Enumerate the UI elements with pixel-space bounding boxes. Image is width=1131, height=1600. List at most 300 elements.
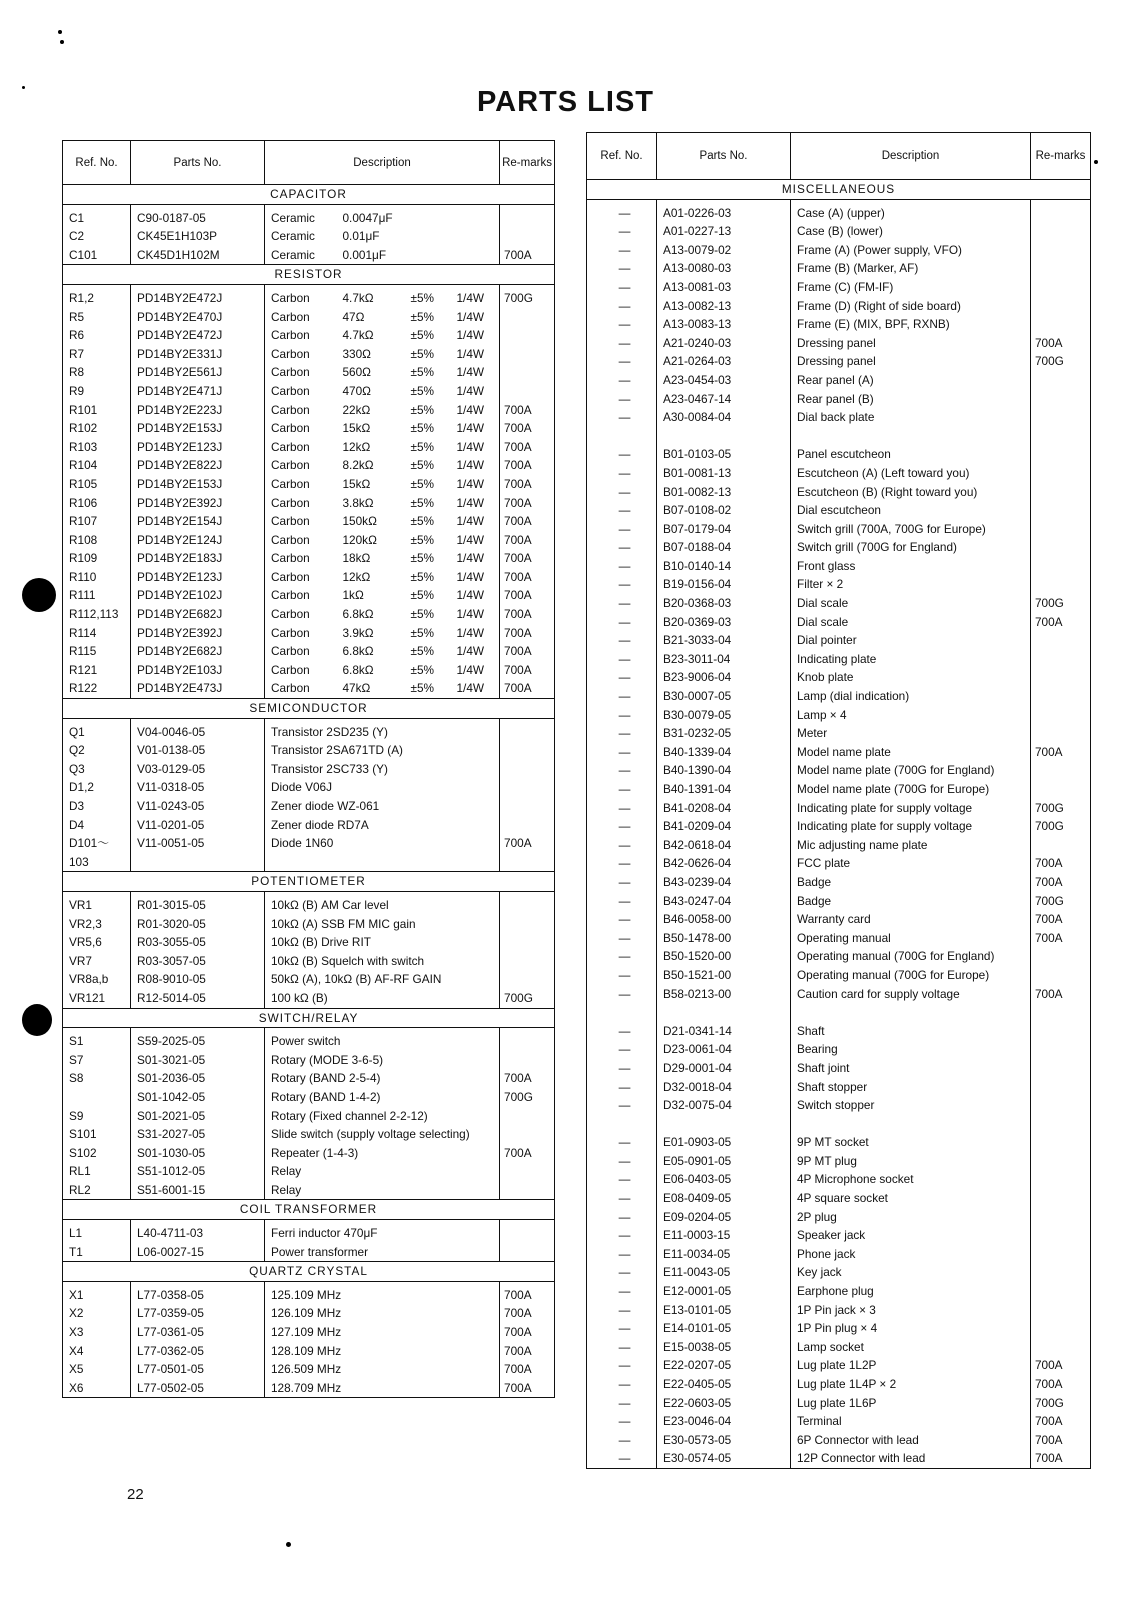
tolerance-cell: ±5% xyxy=(410,662,435,677)
remarks-cell xyxy=(1031,297,1091,316)
value-cell: 12kΩ xyxy=(342,569,371,584)
speck-mark xyxy=(60,40,64,44)
parts-no-cell: PD14BY2E472J xyxy=(131,326,265,345)
table-row xyxy=(587,892,1091,911)
remarks-cell: 700A xyxy=(1031,910,1091,929)
tolerance-cell: ±5% xyxy=(410,551,435,566)
parts-no-cell: B07-0179-04 xyxy=(657,520,791,539)
table-row xyxy=(587,1338,1091,1357)
ref-no-cell: X2 xyxy=(69,1306,84,1321)
table-row xyxy=(587,1301,1091,1320)
table-row xyxy=(63,853,555,872)
parts-no-cell: E06-0403-05 xyxy=(657,1170,791,1189)
remarks-cell xyxy=(1031,1115,1091,1134)
description-cell: Badge xyxy=(791,892,1031,911)
remarks-cell xyxy=(500,308,555,327)
description-cell: Case (A) (upper) xyxy=(791,199,1031,222)
parts-no-cell: V01-0138-05 xyxy=(131,741,265,760)
ref-no-cell: — xyxy=(618,1023,631,1038)
ref-no-cell: — xyxy=(618,1414,631,1429)
description-cell: Speaker jack xyxy=(791,1226,1031,1245)
ref-no-cell: — xyxy=(618,1191,631,1206)
ref-no-cell: — xyxy=(618,1339,631,1354)
description-cell: Repeater (1-4-3) xyxy=(265,1144,500,1163)
remarks-cell xyxy=(1031,1263,1091,1282)
parts-no-cell: A01-0227-13 xyxy=(657,222,791,241)
ref-no-cell: 103 xyxy=(69,854,89,869)
punch-hole-mark xyxy=(22,1004,52,1036)
description-cell: Switch grill (700A, 700G for Europe) xyxy=(791,520,1031,539)
ref-no-cell: R105 xyxy=(69,476,98,491)
parts-no-cell: L40-4711-03 xyxy=(131,1220,265,1243)
wattage-cell xyxy=(451,204,500,227)
table-row xyxy=(587,222,1091,241)
parts-no-cell: PD14BY2E124J xyxy=(131,531,265,550)
ref-no-cell: R121 xyxy=(69,662,98,677)
remarks-cell xyxy=(500,915,555,934)
page-title: PARTS LIST xyxy=(476,86,655,118)
ref-no-cell: — xyxy=(618,1432,631,1447)
description-cell: Frame (B) (Marker, AF) xyxy=(791,259,1031,278)
ref-no-cell: VR7 xyxy=(69,953,92,968)
table-row xyxy=(587,1412,1091,1431)
description-cell xyxy=(265,853,500,872)
type-cell: Carbon xyxy=(265,512,337,531)
remarks-cell xyxy=(500,933,555,952)
ref-no-cell: VR2,3 xyxy=(69,916,102,931)
description-cell: Dial pointer xyxy=(791,631,1031,650)
description-cell: 9P MT plug xyxy=(791,1152,1031,1171)
table-row xyxy=(587,1022,1091,1041)
description-cell: 12P Connector with lead xyxy=(791,1449,1031,1468)
header-parts-no: Parts No. xyxy=(657,133,791,180)
wattage-cell: 1/4W xyxy=(456,532,485,547)
remarks-cell xyxy=(1031,1096,1091,1115)
description-cell: Mic adjusting name plate xyxy=(791,836,1031,855)
remarks-cell: 700A xyxy=(1031,334,1091,353)
remarks-cell: 700A xyxy=(500,494,555,513)
table-row xyxy=(587,668,1091,687)
ref-no-cell: S102 xyxy=(69,1145,97,1160)
wattage-cell: 1/4W xyxy=(456,290,485,305)
description-cell: 127.109 MHz xyxy=(265,1323,500,1342)
wattage-cell: 1/4W xyxy=(456,365,485,380)
wattage-cell: 1/4W xyxy=(456,607,485,622)
remarks-cell xyxy=(1031,706,1091,725)
parts-no-cell: PD14BY2E392J xyxy=(131,494,265,513)
table-row xyxy=(63,512,555,531)
parts-no-cell: V11-0318-05 xyxy=(131,778,265,797)
remarks-cell xyxy=(500,718,555,741)
section-title: MISCELLANEOUS xyxy=(587,180,1091,200)
remarks-cell xyxy=(1031,1078,1091,1097)
ref-no-cell: — xyxy=(618,837,631,852)
parts-no-cell: E11-0043-05 xyxy=(657,1263,791,1282)
remarks-cell: 700A xyxy=(1031,613,1091,632)
description-cell: Rear panel (B) xyxy=(791,390,1031,409)
ref-no-cell: — xyxy=(618,410,631,425)
description-cell: Earphone plug xyxy=(791,1282,1031,1301)
table-row xyxy=(63,1107,555,1126)
parts-no-cell: E01-0903-05 xyxy=(657,1133,791,1152)
table-row xyxy=(63,246,555,265)
table-row xyxy=(63,1379,555,1398)
remarks-cell xyxy=(1031,1301,1091,1320)
value-cell: 3.8kΩ xyxy=(342,495,374,510)
parts-no-cell xyxy=(657,1115,791,1134)
section-title: QUARTZ CRYSTAL xyxy=(63,1262,555,1282)
ref-no-cell: — xyxy=(618,540,631,555)
remarks-cell: 700G xyxy=(1031,892,1091,911)
ref-no-cell: R122 xyxy=(69,681,98,696)
table-row xyxy=(587,278,1091,297)
remarks-cell xyxy=(1031,501,1091,520)
tolerance-cell: ±5% xyxy=(410,346,435,361)
parts-no-cell: PD14BY2E682J xyxy=(131,605,265,624)
ref-no-cell: — xyxy=(618,1451,631,1466)
ref-no-cell: X3 xyxy=(69,1325,84,1340)
header-description: Description xyxy=(265,141,500,185)
remarks-cell: 700G xyxy=(1031,594,1091,613)
ref-no-cell: R110 xyxy=(69,569,97,584)
type-cell: Carbon xyxy=(265,549,337,568)
description-cell: Lamp socket xyxy=(791,1338,1031,1357)
parts-no-cell: V04-0046-05 xyxy=(131,718,265,741)
parts-no-cell: R08-9010-05 xyxy=(131,970,265,989)
parts-no-cell: PD14BY2E153J xyxy=(131,475,265,494)
description-cell: Zener diode WZ-061 xyxy=(265,797,500,816)
parts-no-cell: PD14BY2E682J xyxy=(131,642,265,661)
description-cell: Lug plate 1L4P × 2 xyxy=(791,1375,1031,1394)
header-ref-no: Ref. No. xyxy=(63,141,131,185)
parts-no-cell: R03-3057-05 xyxy=(131,952,265,971)
table-row xyxy=(587,352,1091,371)
section-title: CAPACITOR xyxy=(63,185,555,205)
remarks-cell xyxy=(500,326,555,345)
description-cell: Rear panel (A) xyxy=(791,371,1031,390)
description-cell: Operating manual xyxy=(791,929,1031,948)
table-row xyxy=(587,1003,1091,1022)
description-cell: Ferri inductor 470μF xyxy=(265,1220,500,1243)
table-row xyxy=(63,989,555,1008)
parts-no-cell: D29-0001-04 xyxy=(657,1059,791,1078)
description-cell: FCC plate xyxy=(791,854,1031,873)
description-cell: Transistor 2SC733 (Y) xyxy=(265,760,500,779)
remarks-cell: 700A xyxy=(500,661,555,680)
ref-no-cell xyxy=(587,1003,657,1022)
ref-no-cell: X6 xyxy=(69,1380,84,1395)
ref-no-cell: D3 xyxy=(69,799,85,813)
description-cell: Zener diode RD7A xyxy=(265,816,500,835)
remarks-cell xyxy=(1031,1319,1091,1338)
table-row xyxy=(63,642,555,661)
ref-no-cell: — xyxy=(618,986,631,1001)
parts-no-cell: PD14BY2E123J xyxy=(131,438,265,457)
table-row xyxy=(63,363,555,382)
tolerance-cell: ±5% xyxy=(410,365,435,380)
ref-no-cell: — xyxy=(618,689,631,704)
description-cell: 9P MT socket xyxy=(791,1133,1031,1152)
remarks-cell xyxy=(1031,1338,1091,1357)
parts-no-cell: A23-0454-03 xyxy=(657,371,791,390)
remarks-cell xyxy=(1031,668,1091,687)
remarks-cell: 700A xyxy=(1031,1412,1091,1431)
ref-no-cell: VR1 xyxy=(69,897,92,912)
table-row xyxy=(587,315,1091,334)
parts-no-cell: E11-0034-05 xyxy=(657,1245,791,1264)
type-cell: Carbon xyxy=(265,456,337,475)
table-row xyxy=(587,780,1091,799)
ref-no-cell: — xyxy=(618,930,631,945)
parts-no-cell: S31-2027-05 xyxy=(131,1125,265,1144)
remarks-cell xyxy=(500,853,555,872)
description-cell: 10kΩ (B) Squelch with switch xyxy=(265,952,500,971)
value-cell: 18kΩ xyxy=(342,551,371,566)
ref-no-cell: VR8a,b xyxy=(69,972,109,987)
description-cell: 4P square socket xyxy=(791,1189,1031,1208)
remarks-cell: 700A xyxy=(1031,743,1091,762)
remarks-cell: 700G xyxy=(500,1088,555,1107)
description-cell: Bearing xyxy=(791,1040,1031,1059)
ref-no-cell: — xyxy=(618,465,631,480)
parts-no-cell: B20-0369-03 xyxy=(657,613,791,632)
table-row xyxy=(587,1152,1091,1171)
parts-no-cell: PD14BY2E123J xyxy=(131,568,265,587)
ref-no-cell: — xyxy=(618,744,631,759)
remarks-cell xyxy=(1031,538,1091,557)
wattage-cell: 1/4W xyxy=(456,495,485,510)
ref-no-cell: — xyxy=(618,317,631,332)
description-cell: Diode V06J xyxy=(265,778,500,797)
value-cell: 150kΩ xyxy=(342,514,377,529)
description-cell: Dial back plate xyxy=(791,408,1031,427)
table-row xyxy=(587,1431,1091,1450)
description-cell: Rotary (BAND 1-4-2) xyxy=(265,1088,500,1107)
ref-no-cell: — xyxy=(618,1302,631,1317)
tolerance-cell: ±5% xyxy=(410,625,435,640)
ref-no-cell: — xyxy=(618,242,631,257)
tolerance-cell: ±5% xyxy=(410,439,435,454)
table-row xyxy=(63,419,555,438)
remarks-cell: 700A xyxy=(1031,1356,1091,1375)
description-cell: Case (B) (lower) xyxy=(791,222,1031,241)
table-row xyxy=(587,259,1091,278)
remarks-cell xyxy=(500,1243,555,1262)
table-row xyxy=(63,679,555,698)
remarks-cell xyxy=(500,227,555,246)
remarks-cell xyxy=(1031,687,1091,706)
description-cell: Model name plate (700G for Europe) xyxy=(791,780,1031,799)
description-cell xyxy=(791,1115,1031,1134)
parts-no-cell: PD14BY2E183J xyxy=(131,549,265,568)
tolerance-cell: ±5% xyxy=(410,569,435,584)
ref-no-cell: — xyxy=(618,577,631,592)
ref-no-cell: R112,113 xyxy=(69,607,119,622)
remarks-cell: 700A xyxy=(500,438,555,457)
description-cell: Dressing panel xyxy=(791,334,1031,353)
ref-no-cell: S101 xyxy=(69,1127,97,1142)
ref-no-cell: — xyxy=(618,614,631,629)
remarks-cell: 700G xyxy=(500,989,555,1008)
parts-no-cell: PD14BY2E470J xyxy=(131,308,265,327)
ref-no-cell: R107 xyxy=(69,514,98,529)
table-row xyxy=(63,1220,555,1243)
section-title: POTENTIOMETER xyxy=(63,872,555,892)
ref-no-cell: — xyxy=(618,1060,631,1075)
parts-no-cell: B07-0188-04 xyxy=(657,538,791,557)
parts-no-cell: B41-0208-04 xyxy=(657,799,791,818)
table-row xyxy=(63,382,555,401)
tolerance-cell xyxy=(405,246,451,265)
parts-no-cell: B58-0213-00 xyxy=(657,985,791,1004)
remarks-cell: 700A xyxy=(500,1379,555,1398)
table-row xyxy=(587,408,1091,427)
parts-no-cell: L77-0362-05 xyxy=(131,1342,265,1361)
ref-no-cell: X4 xyxy=(69,1343,84,1358)
remarks-cell xyxy=(500,363,555,382)
remarks-cell xyxy=(1031,1189,1091,1208)
table-row xyxy=(587,724,1091,743)
table-row xyxy=(63,1088,555,1107)
parts-no-cell: PD14BY2E473J xyxy=(131,679,265,698)
table-row xyxy=(63,933,555,952)
parts-no-cell: E30-0573-05 xyxy=(657,1431,791,1450)
ref-no-cell: — xyxy=(618,447,631,462)
ref-no-cell: — xyxy=(618,503,631,518)
tolerance-cell: ±5% xyxy=(410,588,435,603)
parts-no-cell xyxy=(657,1003,791,1022)
parts-no-cell: PD14BY2E561J xyxy=(131,363,265,382)
table-row xyxy=(63,456,555,475)
remarks-cell: 700A xyxy=(500,401,555,420)
remarks-cell xyxy=(500,741,555,760)
table-row xyxy=(587,1115,1091,1134)
ref-no-cell xyxy=(587,427,657,446)
remarks-cell xyxy=(500,1162,555,1181)
ref-no-cell: — xyxy=(618,726,631,741)
table-row xyxy=(587,297,1091,316)
parts-no-cell: E08-0409-05 xyxy=(657,1189,791,1208)
ref-no-cell: — xyxy=(618,1246,631,1261)
type-cell: Carbon xyxy=(265,326,337,345)
table-row xyxy=(587,1040,1091,1059)
table-row xyxy=(63,326,555,345)
ref-no-cell: — xyxy=(618,893,631,908)
description-cell xyxy=(791,1003,1031,1022)
table-row xyxy=(587,1226,1091,1245)
parts-no-cell: E22-0405-05 xyxy=(657,1375,791,1394)
parts-no-cell: L77-0358-05 xyxy=(131,1281,265,1304)
table-row xyxy=(587,1394,1091,1413)
remarks-cell xyxy=(1031,199,1091,222)
remarks-cell xyxy=(1031,408,1091,427)
tolerance-cell: ±5% xyxy=(410,421,435,436)
description-cell: 125.109 MHz xyxy=(265,1281,500,1304)
ref-no-cell: X5 xyxy=(69,1362,84,1377)
parts-no-cell: B23-3011-04 xyxy=(657,650,791,669)
remarks-cell: 700A xyxy=(500,1323,555,1342)
parts-no-cell: A13-0083-13 xyxy=(657,315,791,334)
remarks-cell xyxy=(1031,1133,1091,1152)
description-cell: Indicating plate xyxy=(791,650,1031,669)
parts-no-cell: A21-0240-03 xyxy=(657,334,791,353)
table-row xyxy=(587,947,1091,966)
ref-no-cell: R111 xyxy=(69,588,96,603)
remarks-cell xyxy=(1031,1040,1091,1059)
remarks-cell xyxy=(1031,1003,1091,1022)
type-cell: Carbon xyxy=(265,475,337,494)
description-cell: Frame (C) (FM-IF) xyxy=(791,278,1031,297)
value-cell: 8.2kΩ xyxy=(342,458,374,473)
remarks-cell: 700A xyxy=(500,1281,555,1304)
parts-no-cell: PD14BY2E153J xyxy=(131,419,265,438)
parts-no-cell: B40-1391-04 xyxy=(657,780,791,799)
description-cell: Model name plate (700G for England) xyxy=(791,761,1031,780)
table-row xyxy=(587,557,1091,576)
table-row xyxy=(587,1319,1091,1338)
ref-no-cell: R108 xyxy=(69,532,98,547)
ref-no-cell: — xyxy=(618,1153,631,1168)
description-cell: Switch grill (700G for England) xyxy=(791,538,1031,557)
remarks-cell xyxy=(1031,1226,1091,1245)
speck-mark xyxy=(22,86,25,89)
parts-no-cell: S01-1042-05 xyxy=(131,1088,265,1107)
ref-no-cell: — xyxy=(618,484,631,499)
description-cell: Caution card for supply voltage xyxy=(791,985,1031,1004)
remarks-cell xyxy=(500,1107,555,1126)
type-cell: Carbon xyxy=(265,345,337,364)
remarks-cell xyxy=(1031,222,1091,241)
parts-no-cell: V11-0201-05 xyxy=(131,816,265,835)
table-row xyxy=(63,834,555,853)
ref-no-cell: C101 xyxy=(69,247,98,262)
remarks-cell xyxy=(1031,575,1091,594)
tolerance-cell: ±5% xyxy=(410,495,435,510)
description-cell: Warranty card xyxy=(791,910,1031,929)
parts-no-cell: L77-0361-05 xyxy=(131,1323,265,1342)
parts-no-cell: B30-0007-05 xyxy=(657,687,791,706)
wattage-cell: 1/4W xyxy=(456,458,485,473)
remarks-cell: 700A xyxy=(500,834,555,853)
description-cell: Dial scale xyxy=(791,613,1031,632)
description-cell: Indicating plate for supply voltage xyxy=(791,817,1031,836)
ref-no-cell: R104 xyxy=(69,458,98,473)
ref-no-cell: — xyxy=(618,1321,631,1336)
remarks-cell xyxy=(500,891,555,914)
remarks-cell xyxy=(500,382,555,401)
ref-no-cell: — xyxy=(618,707,631,722)
table-row xyxy=(63,204,555,227)
table-row xyxy=(587,464,1091,483)
wattage-cell: 1/4W xyxy=(456,402,485,417)
remarks-cell xyxy=(500,204,555,227)
description-cell: 128.709 MHz xyxy=(265,1379,500,1398)
remarks-cell xyxy=(1031,947,1091,966)
table-row xyxy=(587,966,1091,985)
remarks-cell xyxy=(1031,966,1091,985)
ref-no-cell: — xyxy=(618,372,631,387)
description-cell: Front glass xyxy=(791,557,1031,576)
table-row xyxy=(63,661,555,680)
remarks-cell: 700A xyxy=(500,679,555,698)
wattage-cell: 1/4W xyxy=(456,421,485,436)
parts-no-cell: B42-0618-04 xyxy=(657,836,791,855)
header-remarks: Re-marks xyxy=(500,141,555,185)
type-cell: Carbon xyxy=(265,586,337,605)
description-cell: Operating manual (700G for England) xyxy=(791,947,1031,966)
ref-no-cell: — xyxy=(618,224,631,239)
table-row xyxy=(587,1170,1091,1189)
